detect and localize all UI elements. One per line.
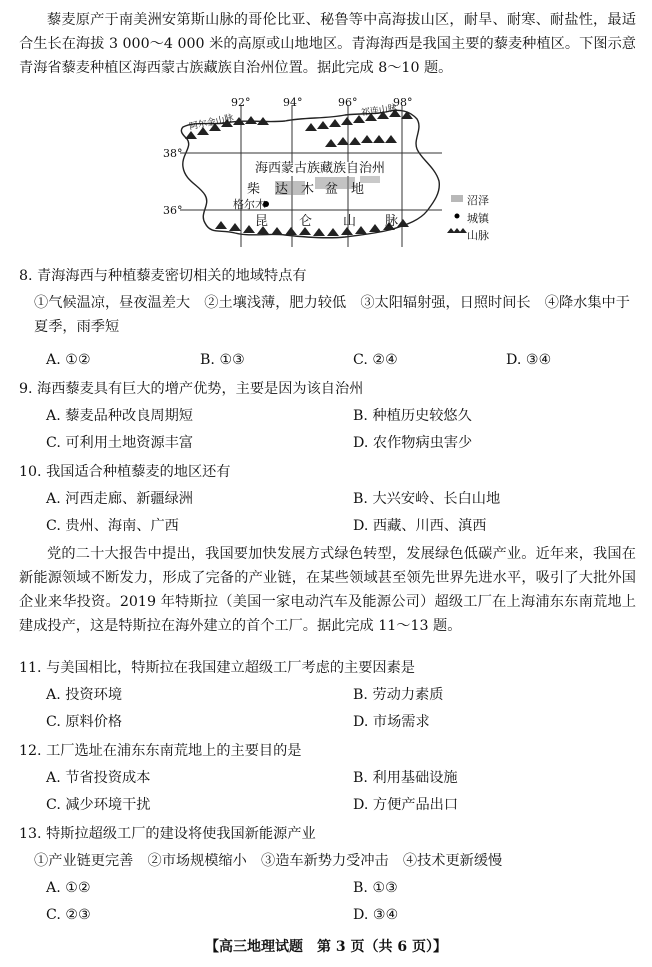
intro-paragraph-1: 藜麦原产于南美洲安第斯山脉的哥伦比亚、秘鲁等中高海拔山区，耐旱、耐寒、耐盐性，最适合生长在海拔 3 000～4 000 米的高原或山地地区。青海海西是我国主要的藜麦种植区。下图示意青海省藜麦种植区海西蒙古族藏族自治州位置。据此完成 8～10 题。 xyxy=(19,12,636,76)
question-13-option-b[interactable]: B. ①③ xyxy=(353,880,398,896)
question-11-option-d[interactable]: D. 市场需求 xyxy=(353,714,430,730)
question-8-option-b[interactable]: B. ①③ xyxy=(200,352,245,368)
kunlun-char-3: 山 xyxy=(343,214,357,229)
legend-marsh-symbol xyxy=(451,195,463,202)
question-8-statements: ①气候温凉，昼夜温差大 ②土壤浅薄，肥力较低 ③太阳辐射强，日照时间长 ④降水集中于夏季，雨季短 xyxy=(34,295,630,335)
lon-label-94: 94° xyxy=(283,96,303,109)
basin-char-5: 地 xyxy=(351,182,365,197)
question-12-option-c[interactable]: C. 减少环境干扰 xyxy=(46,797,151,813)
question-12-option-d[interactable]: D. 方便产品出口 xyxy=(353,797,459,813)
question-9-option-b[interactable]: B. 种植历史较悠久 xyxy=(353,408,472,424)
lat-label-36: 36° xyxy=(163,204,183,217)
question-13-stem: 13. 特斯拉超级工厂的建设将使我国新能源产业 xyxy=(19,826,316,842)
question-9-option-a[interactable]: A. 藜麦品种改良周期短 xyxy=(46,408,193,424)
lat-label-38: 38° xyxy=(163,147,183,160)
map-figure xyxy=(155,97,505,259)
question-9-option-d[interactable]: D. 农作物病虫害少 xyxy=(353,435,473,451)
question-11-option-c[interactable]: C. 原料价格 xyxy=(46,714,123,730)
city-label: 格尔木 xyxy=(233,198,266,211)
lon-label-96: 96° xyxy=(338,96,358,109)
question-8-stem: 8. 青海海西与种植藜麦密切相关的地域特点有 xyxy=(19,268,307,284)
question-10-option-c[interactable]: C. 贵州、海南、广西 xyxy=(46,518,179,534)
lon-label-92: 92° xyxy=(231,96,251,109)
question-13-option-d[interactable]: D. ③④ xyxy=(353,907,399,923)
question-11-stem: 11. 与美国相比，特斯拉在我国建立超级工厂考虑的主要因素是 xyxy=(19,660,415,676)
question-9-option-c[interactable]: C. 可利用土地资源丰富 xyxy=(46,435,194,451)
question-13-option-a[interactable]: A. ①② xyxy=(46,880,91,896)
legend-mountain-symbol xyxy=(447,228,467,233)
question-11-option-a[interactable]: A. 投资环境 xyxy=(46,687,123,703)
kunlun-char-2: 仑 xyxy=(299,214,313,229)
question-8-option-a[interactable]: A. ①② xyxy=(46,352,91,368)
question-8-option-c[interactable]: C. ②④ xyxy=(353,352,398,368)
question-10-option-a[interactable]: A. 河西走廊、新疆绿洲 xyxy=(46,491,193,507)
region-name-label: 海西蒙古族藏族自治州 xyxy=(255,161,386,176)
legend-city-label: 城镇 xyxy=(467,212,489,225)
question-12-option-a[interactable]: A. 节省投资成本 xyxy=(46,770,151,786)
legend-marsh-label: 沼泽 xyxy=(467,194,489,207)
question-12-option-b[interactable]: B. 利用基础设施 xyxy=(353,770,458,786)
question-12-stem: 12. 工厂选址在浦东东南荒地上的主要目的是 xyxy=(19,743,302,759)
basin-char-2: 达 xyxy=(275,182,289,197)
qilian-label: 祁连山脉 xyxy=(360,103,398,119)
question-10-option-d[interactable]: D. 西藏、川西、滇西 xyxy=(353,518,487,534)
kunlun-char-1: 昆 xyxy=(255,214,269,229)
basin-char-3: 木 xyxy=(301,182,315,197)
page-footer: 【高三地理试题 第 3 页（共 6 页）】 xyxy=(205,939,447,955)
question-11-option-b[interactable]: B. 劳动力素质 xyxy=(353,687,444,703)
kunlun-char-4: 脉 xyxy=(385,214,399,229)
basin-char-4: 盆 xyxy=(325,182,339,197)
altun-label: 阿尔金山脉 xyxy=(188,113,235,133)
question-9-stem: 9. 海西藜麦具有巨大的增产优势，主要是因为该自治州 xyxy=(19,381,364,397)
legend-mountain-label: 山脉 xyxy=(467,229,489,242)
basin-char-1: 柴 xyxy=(247,182,261,197)
legend-city-symbol xyxy=(455,214,460,219)
question-13-option-c[interactable]: C. ②③ xyxy=(46,907,91,923)
intro-paragraph-2: 党的二十大报告中提出，我国要加快发展方式绿色转型，发展绿色低碳产业。近年来，我国在新能源领域不断发力，形成了完备的产业链，在某些领域甚至领先世界先进水平，吸引了大批外国企业来华投资。2019 年特斯拉（美国一家电动汽车及能源公司）超级工厂在上海浦东东南荒地上建成投产，这是特斯拉在海外建立的首个工厂。据此完成 11～13 题。 xyxy=(19,546,636,634)
question-13-statements: ①产业链更完善 ②市场规模缩小 ③造车新势力受冲击 ④技术更新缓慢 xyxy=(34,853,503,869)
question-8-option-d[interactable]: D. ③④ xyxy=(506,352,552,368)
question-10-option-b[interactable]: B. 大兴安岭、长白山地 xyxy=(353,491,501,507)
lon-label-98: 98° xyxy=(393,96,413,109)
question-10-stem: 10. 我国适合种植藜麦的地区还有 xyxy=(19,464,231,480)
